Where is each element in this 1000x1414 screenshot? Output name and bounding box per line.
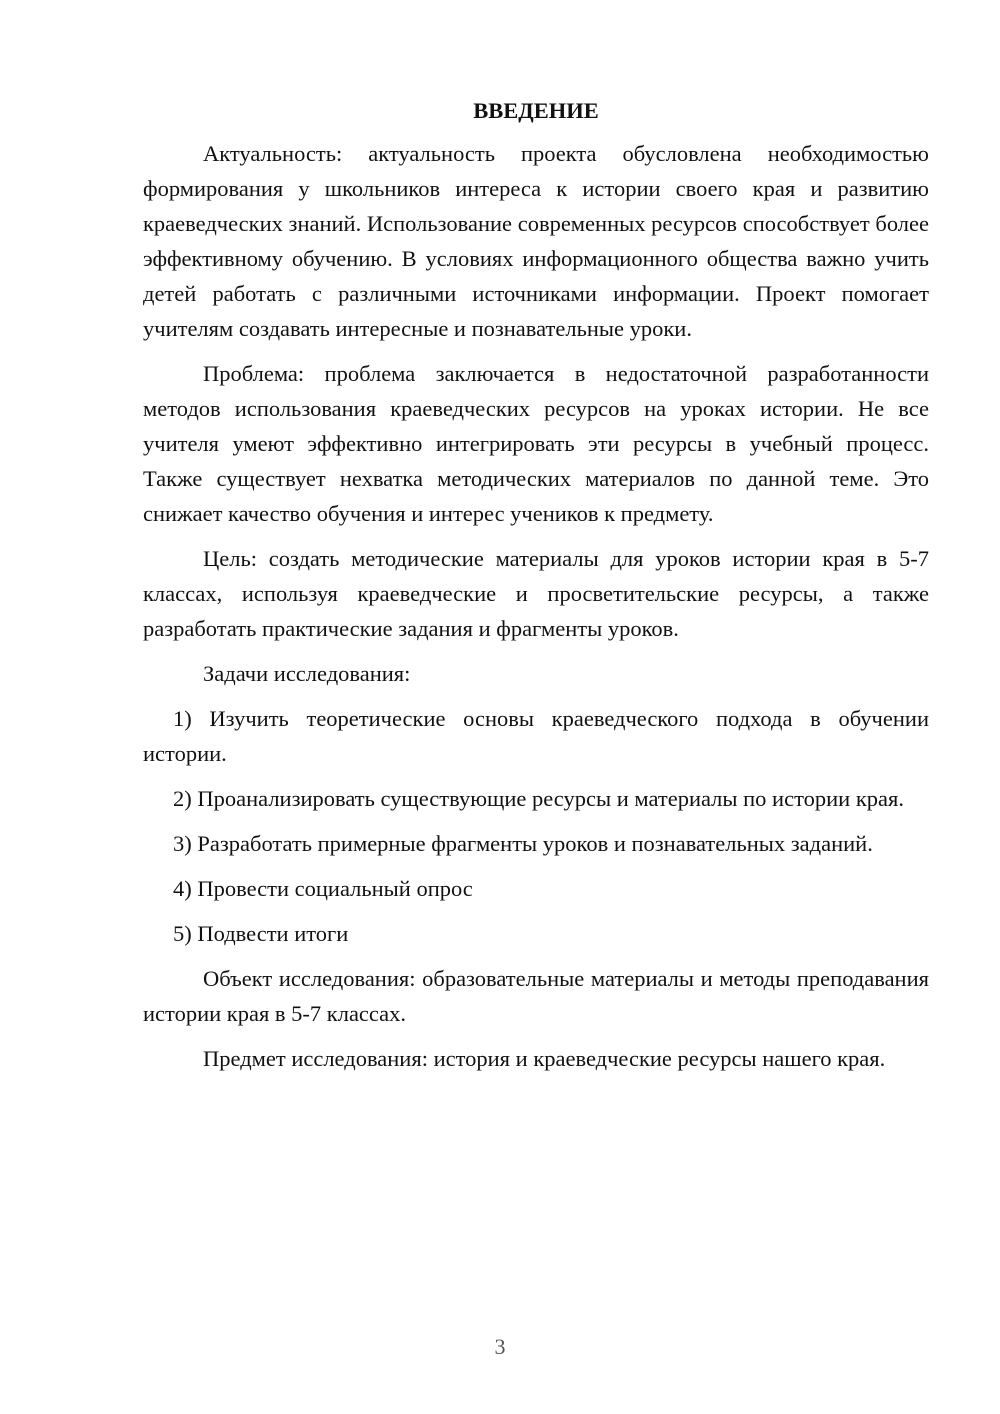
task-list-item: 1) Изучить теоретические основы краеведческого подхода в обучении истории.: [143, 706, 929, 766]
relevance-paragraph: Актуальность: актуальность проекта обусловлена необходимостью формирования у школьников интереса к истории своего края и развитию краеведческих знаний. Использование современных ресурсов способствует более эффективному обучению. В условиях информационного общества важно учить детей работать с различными источниками информации. Проект помогает учителям создавать интересные и познавательные уроки.: [143, 141, 929, 341]
page-content: [143, 93, 929, 1086]
tasks-heading: Задачи исследования:: [203, 661, 411, 686]
subject-paragraph: Предмет исследования: история и краеведческие ресурсы нашего края.: [203, 1046, 886, 1071]
task-list-item: 5) Подвести итоги: [173, 921, 349, 946]
section-title: ВВЕДЕНИЕ: [473, 98, 599, 123]
page-number: 3: [494, 1334, 506, 1359]
object-paragraph: Объект исследования: образовательные материалы и методы преподавания истории края в 5-7 классах.: [143, 966, 929, 1026]
task-list-item: 4) Провести социальный опрос: [173, 876, 473, 901]
problem-paragraph: Проблема: проблема заключается в недостаточной разработанности методов использования краеведческих ресурсов на уроках истории. Не все учителя умеют эффективно интегрировать эти ресурсы в учебный процесс. Также существует нехватка методических материалов по данной теме. Это снижает качество обучения и интерес учеников к предмету.: [143, 361, 929, 526]
task-list-item: 2) Проанализировать существующие ресурсы и материалы по истории края.: [173, 786, 904, 811]
task-list-item: 3) Разработать примерные фрагменты уроков и познавательных заданий.: [173, 831, 873, 856]
goal-paragraph: Цель: создать методические материалы для уроков истории края в 5-7 классах, используя краеведческие и просветительские ресурсы, а также разработать практические задания и фрагменты уроков.: [143, 546, 929, 641]
